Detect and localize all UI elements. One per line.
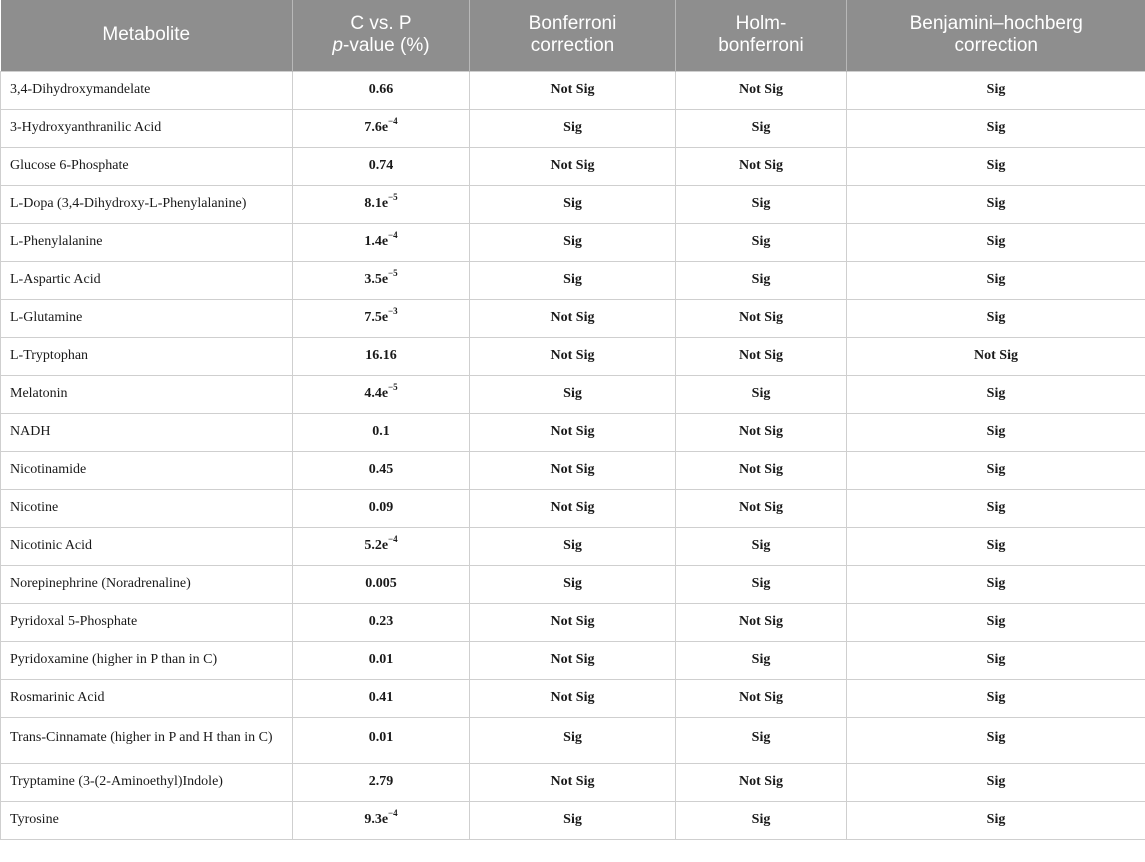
metabolite-name-cell: L-Tryptophan <box>1 337 293 375</box>
holm-bonferroni-cell: Not Sig <box>676 603 847 641</box>
header-bonferroni <box>470 0 676 71</box>
holm-bonferroni-cell: Sig <box>676 261 847 299</box>
metabolite-name-cell: Pyridoxamine (higher in P than in C) <box>1 641 293 679</box>
metabolite-name-cell: L-Dopa (3,4-Dihydroxy-L-Phenylalanine) <box>1 185 293 223</box>
bonferroni-cell: Sig <box>470 223 676 261</box>
bonferroni-cell: Sig <box>470 261 676 299</box>
header-bh <box>847 0 1145 71</box>
pvalue-cell <box>293 337 470 375</box>
holm-bonferroni-cell: Sig <box>676 527 847 565</box>
pvalue-cell <box>293 679 470 717</box>
pvalue-base: 4.4e <box>364 386 389 401</box>
metabolite-name-cell: L-Glutamine <box>1 299 293 337</box>
bonferroni-cell: Not Sig <box>470 603 676 641</box>
bonferroni-cell: Not Sig <box>470 451 676 489</box>
header-holm <box>676 0 847 71</box>
header-bh-line2: correction <box>954 35 1038 57</box>
table-header <box>1 0 1145 71</box>
benjamini-hochberg-cell: Not Sig <box>847 337 1145 375</box>
benjamini-hochberg-cell: Sig <box>847 489 1145 527</box>
metabolite-name-cell: Tyrosine <box>1 801 293 839</box>
benjamini-hochberg-cell: Sig <box>847 641 1145 679</box>
header-metabolite-label: Metabolite <box>102 24 191 46</box>
pvalue-cell <box>293 801 470 839</box>
metabolite-name-cell: L-Aspartic Acid <box>1 261 293 299</box>
metabolite-name-cell: 3-Hydroxyanthranilic Acid <box>1 109 293 147</box>
pvalue-cell <box>293 375 470 413</box>
holm-bonferroni-cell: Not Sig <box>676 147 847 185</box>
bonferroni-cell: Not Sig <box>470 641 676 679</box>
table-row <box>1 603 1145 641</box>
pvalue-cell <box>293 223 470 261</box>
table-row <box>1 565 1145 603</box>
table-body <box>1 71 1145 839</box>
table-row <box>1 527 1145 565</box>
bonferroni-cell: Sig <box>470 109 676 147</box>
metabolite-name-cell: Pyridoxal 5-Phosphate <box>1 603 293 641</box>
benjamini-hochberg-cell: Sig <box>847 261 1145 299</box>
holm-bonferroni-cell: Sig <box>676 375 847 413</box>
pvalue-cell <box>293 261 470 299</box>
bonferroni-cell: Not Sig <box>470 489 676 527</box>
metabolite-name-cell: Tryptamine (3-(2-Aminoethyl)Indole) <box>1 763 293 801</box>
table-row <box>1 147 1145 185</box>
table-row <box>1 763 1145 801</box>
pvalue-cell <box>293 185 470 223</box>
pvalue-cell <box>293 109 470 147</box>
pvalue-base: 9.3e <box>364 812 389 827</box>
pvalue-base: 0.66 <box>368 82 394 97</box>
pvalue-base: 0.01 <box>368 652 394 667</box>
bonferroni-cell: Not Sig <box>470 413 676 451</box>
header-bh-line1: Benjamini–hochberg <box>909 13 1083 35</box>
metabolite-name-cell: Rosmarinic Acid <box>1 679 293 717</box>
holm-bonferroni-cell: Sig <box>676 801 847 839</box>
metabolite-name-cell: Glucose 6-Phosphate <box>1 147 293 185</box>
table-row <box>1 185 1145 223</box>
holm-bonferroni-cell: Not Sig <box>676 763 847 801</box>
pvalue-exponent: −4 <box>388 230 398 241</box>
pvalue-base: 0.41 <box>368 690 394 705</box>
bonferroni-cell: Sig <box>470 527 676 565</box>
pvalue-exponent: −3 <box>388 306 398 317</box>
header-bonferroni-line2: correction <box>530 35 615 57</box>
pvalue-exponent: −4 <box>388 534 398 545</box>
pvalue-base: 1.4e <box>364 234 389 249</box>
benjamini-hochberg-cell: Sig <box>847 147 1145 185</box>
pvalue-cell <box>293 565 470 603</box>
header-pvalue-line2: -value (%) <box>343 35 430 57</box>
pvalue-exponent: −5 <box>388 268 398 279</box>
table-row <box>1 801 1145 839</box>
header-pvalue-line1: C vs. P <box>350 13 412 35</box>
benjamini-hochberg-cell: Sig <box>847 565 1145 603</box>
pvalue-cell <box>293 413 470 451</box>
benjamini-hochberg-cell: Sig <box>847 801 1145 839</box>
pvalue-cell <box>293 527 470 565</box>
pvalue-cell <box>293 603 470 641</box>
metabolite-name-cell: Nicotinamide <box>1 451 293 489</box>
pvalue-base: 16.16 <box>365 348 397 363</box>
holm-bonferroni-cell: Sig <box>676 223 847 261</box>
holm-bonferroni-cell: Not Sig <box>676 451 847 489</box>
pvalue-cell <box>293 147 470 185</box>
bonferroni-cell: Sig <box>470 375 676 413</box>
header-pvalue <box>293 0 470 71</box>
pvalue-base: 0.1 <box>372 424 390 439</box>
pvalue-base: 0.09 <box>368 500 394 515</box>
bonferroni-cell: Not Sig <box>470 299 676 337</box>
bonferroni-cell: Sig <box>470 717 676 763</box>
holm-bonferroni-cell: Not Sig <box>676 337 847 375</box>
pvalue-base: 7.6e <box>364 120 389 135</box>
header-holm-line2: bonferroni <box>718 35 804 57</box>
bonferroni-cell: Not Sig <box>470 337 676 375</box>
benjamini-hochberg-cell: Sig <box>847 679 1145 717</box>
table-row <box>1 489 1145 527</box>
pvalue-base: 0.23 <box>368 614 394 629</box>
pvalue-exponent: −5 <box>388 382 398 393</box>
benjamini-hochberg-cell: Sig <box>847 109 1145 147</box>
pvalue-base: 0.005 <box>365 576 397 591</box>
pvalue-base: 0.45 <box>368 462 394 477</box>
holm-bonferroni-cell: Sig <box>676 109 847 147</box>
pvalue-cell <box>293 451 470 489</box>
metabolite-name-cell: L-Phenylalanine <box>1 223 293 261</box>
bonferroni-cell: Not Sig <box>470 679 676 717</box>
header-metabolite <box>1 0 293 71</box>
holm-bonferroni-cell: Not Sig <box>676 679 847 717</box>
pvalue-cell <box>293 71 470 109</box>
metabolite-name-cell: NADH <box>1 413 293 451</box>
pvalue-base: 5.2e <box>364 538 389 553</box>
pvalue-exponent: −4 <box>388 116 398 127</box>
benjamini-hochberg-cell: Sig <box>847 71 1145 109</box>
holm-bonferroni-cell: Sig <box>676 565 847 603</box>
pvalue-cell <box>293 299 470 337</box>
benjamini-hochberg-cell: Sig <box>847 299 1145 337</box>
header-row <box>1 0 1145 71</box>
metabolite-name-cell: Norepinephrine (Noradrenaline) <box>1 565 293 603</box>
pvalue-base: 0.01 <box>368 729 394 745</box>
metabolite-name-cell: Nicotinic Acid <box>1 527 293 565</box>
holm-bonferroni-cell: Not Sig <box>676 413 847 451</box>
benjamini-hochberg-cell: Sig <box>847 527 1145 565</box>
bonferroni-cell: Not Sig <box>470 147 676 185</box>
header-pvalue-italic: p <box>332 35 343 57</box>
pvalue-cell <box>293 489 470 527</box>
pvalue-base: 3.5e <box>364 272 389 287</box>
bonferroni-cell: Not Sig <box>470 763 676 801</box>
holm-bonferroni-cell: Sig <box>676 185 847 223</box>
pvalue-cell <box>293 717 470 763</box>
table-row <box>1 223 1145 261</box>
table-row <box>1 375 1145 413</box>
pvalue-base: 2.79 <box>368 774 394 789</box>
benjamini-hochberg-cell: Sig <box>847 763 1145 801</box>
pvalue-exponent: −4 <box>388 808 398 819</box>
benjamini-hochberg-cell: Sig <box>847 603 1145 641</box>
header-bonferroni-line1: Bonferroni <box>528 13 617 35</box>
table-row <box>1 451 1145 489</box>
header-holm-line1: Holm- <box>735 13 787 35</box>
benjamini-hochberg-cell: Sig <box>847 413 1145 451</box>
table-row <box>1 71 1145 109</box>
table-row <box>1 337 1145 375</box>
pvalue-base: 0.74 <box>368 158 394 173</box>
benjamini-hochberg-cell: Sig <box>847 375 1145 413</box>
metabolite-name-cell: Trans-Cinnamate (higher in P and H than in C) <box>1 717 293 763</box>
pvalue-cell <box>293 763 470 801</box>
table-row <box>1 717 1145 763</box>
holm-bonferroni-cell: Not Sig <box>676 299 847 337</box>
metabolite-name-cell: Melatonin <box>1 375 293 413</box>
table-row <box>1 109 1145 147</box>
bonferroni-cell: Sig <box>470 185 676 223</box>
table-row <box>1 413 1145 451</box>
benjamini-hochberg-cell: Sig <box>847 185 1145 223</box>
holm-bonferroni-cell: Not Sig <box>676 71 847 109</box>
holm-bonferroni-cell: Sig <box>676 717 847 763</box>
table-row <box>1 641 1145 679</box>
benjamini-hochberg-cell: Sig <box>847 451 1145 489</box>
table-row <box>1 299 1145 337</box>
bonferroni-cell: Sig <box>470 565 676 603</box>
bonferroni-cell: Sig <box>470 801 676 839</box>
pvalue-exponent: −5 <box>388 192 398 203</box>
benjamini-hochberg-cell: Sig <box>847 717 1145 763</box>
pvalue-base: 8.1e <box>364 196 389 211</box>
holm-bonferroni-cell: Not Sig <box>676 489 847 527</box>
metabolite-name-cell: 3,4-Dihydroxymandelate <box>1 71 293 109</box>
table-row <box>1 679 1145 717</box>
benjamini-hochberg-cell: Sig <box>847 223 1145 261</box>
metabolite-name-cell: Nicotine <box>1 489 293 527</box>
table-row <box>1 261 1145 299</box>
holm-bonferroni-cell: Sig <box>676 641 847 679</box>
pvalue-base: 7.5e <box>364 310 389 325</box>
pvalue-cell <box>293 641 470 679</box>
bonferroni-cell: Not Sig <box>470 71 676 109</box>
